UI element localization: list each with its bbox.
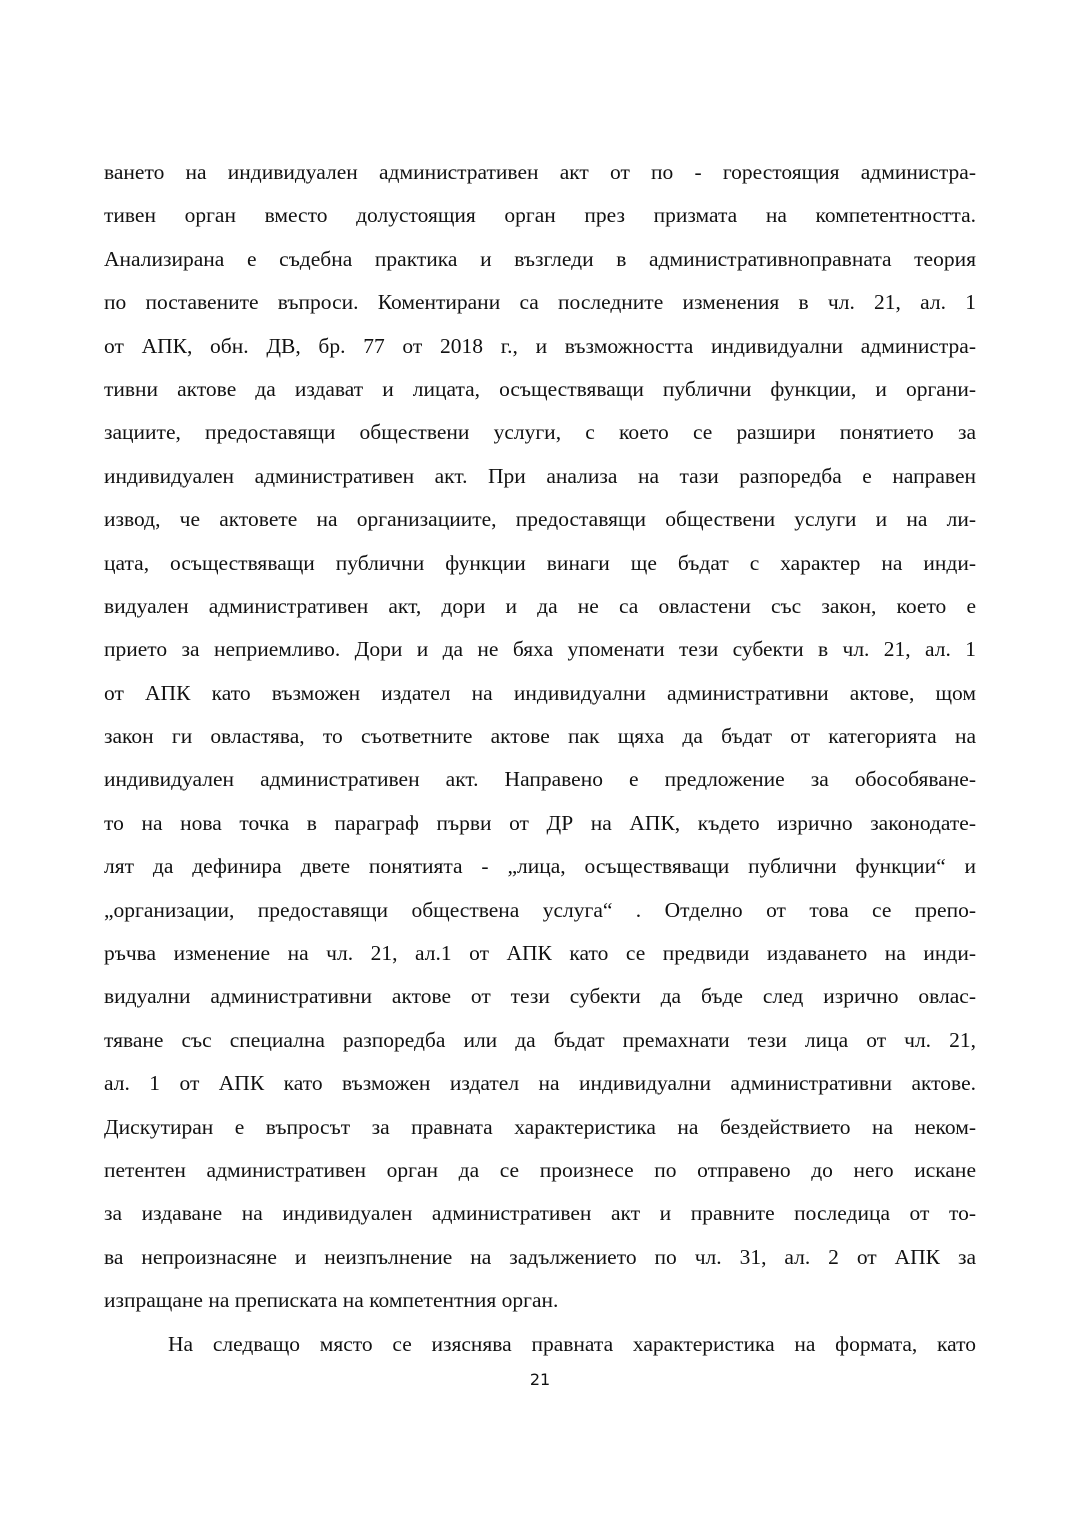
text-line: извод, че актовете на организациите, предоставящи обществени услуги и на ли- [104, 507, 976, 532]
text-line: Анализирана е съдебна практика и възгледи в административноправната теория [104, 246, 976, 271]
text-line: изпращане на преписката на компетентния орган. [104, 1288, 559, 1313]
text-line: ал. 1 от АПК като възможен издател на индивидуални административни актове. [104, 1071, 976, 1096]
text-line: видуален административен акт, дори и да не са овластени със закон, което е [104, 593, 976, 618]
text-line: то на нова точка в параграф първи от ДР на АПК, където изрично законодате- [104, 810, 976, 835]
text-line: тивен орган вместо долустоящия орган през призмата на компетентността. [104, 203, 976, 228]
text-line: ването на индивидуален административен акт от по - горестоящия администра- [104, 160, 976, 184]
page-number: 21 [529, 1370, 551, 1389]
text-line: ва непроизнасяне и неизпълнение на задължението по чл. 31, ал. 2 от АПК за [104, 1244, 976, 1269]
text-line: видуални административни актове от тези субекти да бъде след изрично овлас- [104, 984, 976, 1009]
text-line: Дискутиран е въпросът за правната характеристика на бездействието на неком- [104, 1114, 976, 1139]
text-line: прието за неприемливо. Дори и да не бяха упоменати тези субекти в чл. 21, ал. 1 [104, 637, 976, 662]
paragraph-start-line: На следващо място се изяснява правната характеристика на формата, като [168, 1331, 976, 1356]
text-line: лят да дефинира двете понятията - „лица, осъществяващи публични функции“ и [104, 854, 976, 879]
text-line: от АПК като възможен издател на индивидуални административни актове, щом [104, 680, 976, 705]
text-line: по поставените въпроси. Коментирани са последните изменения в чл. 21, ал. 1 [104, 290, 976, 315]
text-line: ръчва изменение на чл. 21, ал.1 от АПК като се предвиди издаването на инди- [104, 941, 976, 966]
text-line: за издаване на индивидуален административен акт и правните последица от то- [104, 1201, 976, 1226]
text-line: зациите, предоставящи обществени услуги, с което се разшири понятието за [104, 420, 976, 445]
body-text [104, 151, 976, 1366]
text-line: петентен административен орган да се произнесе по отправено до него искане [104, 1157, 976, 1182]
text-line: „организации, предоставящи обществена услуга“ . Отделно от това се препо- [104, 897, 976, 922]
text-line: тяване със специална разпоредба или да бъдат премахнати тези лица от чл. 21, [104, 1027, 976, 1052]
text-line: от АПК, обн. ДВ, бр. 77 от 2018 г., и възможността индивидуални администра- [104, 333, 976, 358]
text-line: закон ги овластява, то съответните актове пак щяха да бъдат от категорията на [104, 724, 976, 749]
text-line: тивни актове да издават и лицата, осъществяващи публични функции, и органи- [104, 376, 976, 401]
text-line: индивидуален административен акт. При анализа на тази разпоредба е направен [104, 463, 976, 488]
text-line: индивидуален административен акт. Направено е предложение за обособяване- [104, 767, 976, 792]
text-line: цата, осъществяващи публични функции винаги ще бъдат с характер на инди- [104, 550, 976, 575]
